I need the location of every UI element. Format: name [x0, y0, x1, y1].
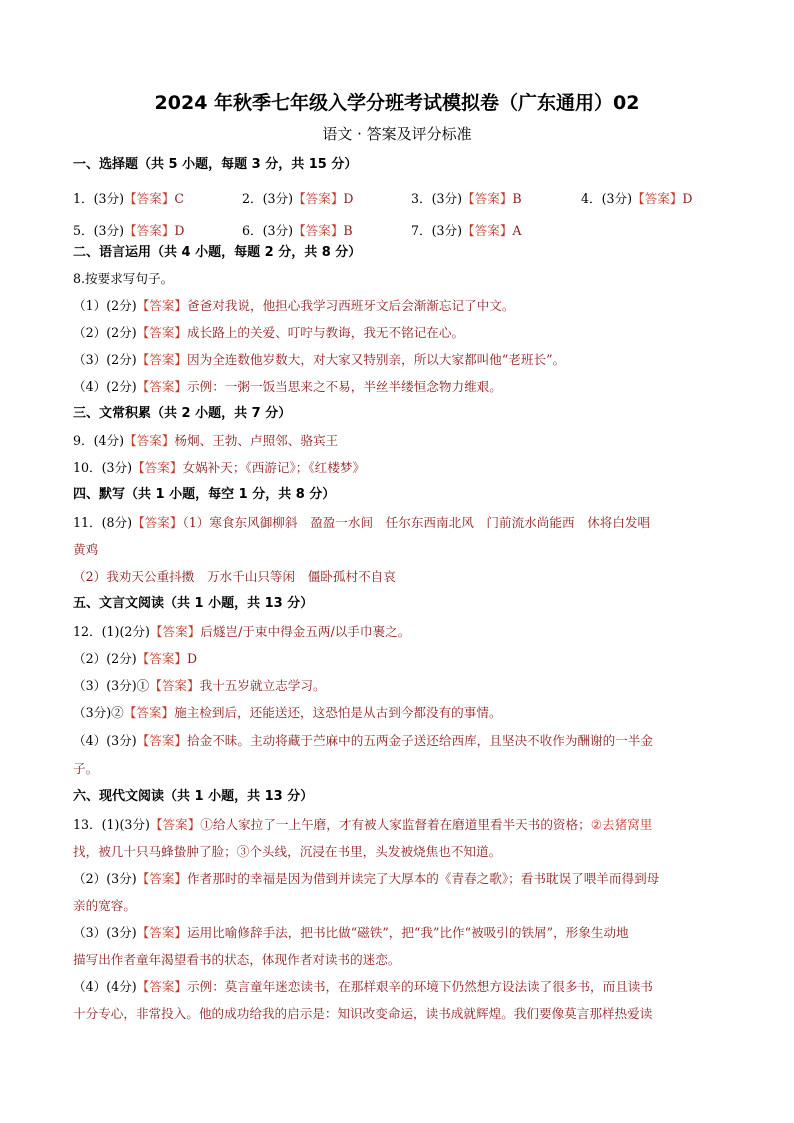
question-number: 1．(3分): [73, 191, 125, 206]
question-number: 12．(1)(2分): [73, 624, 150, 639]
answer-tag: 【答案】: [124, 433, 175, 448]
answer-item-9: [73, 432, 338, 450]
question-number: （3）(3分)①: [73, 678, 150, 693]
question-number: （2）(3分): [73, 871, 137, 886]
answer-tag: 【答案】: [149, 624, 201, 639]
section-heading-literature: 三、文常积累（共 2 小题，共 7 分）: [73, 406, 292, 421]
answer-item-6: [242, 220, 353, 239]
section-heading-language: 二、语言运用（共 4 小题，每题 2 分，共 8 分）: [73, 245, 362, 260]
answer-item-12-3a: [73, 677, 326, 695]
answer-item-13-2: [73, 870, 659, 888]
answer-item-1: [73, 188, 184, 207]
answer-item-12-2: [73, 650, 197, 668]
answer-item-11-1-cont: 黄鸡: [73, 542, 99, 557]
question-number: （3分)②: [73, 705, 124, 720]
question-number: 4．(3分): [581, 191, 633, 206]
answer-value: A: [512, 223, 522, 238]
answer-tag: 【答案】: [462, 223, 513, 238]
answer-text: 爸爸对我说，他担心我学习西班牙文后会渐渐忘记了中文。: [187, 298, 515, 313]
question-number: 3．(3分): [411, 191, 463, 206]
answer-text: D: [187, 651, 198, 666]
answer-item-12-3b: [73, 704, 502, 722]
answer-tag: 【答案】: [124, 223, 175, 238]
answer-tag: 【答案】: [149, 817, 201, 832]
answer-text: 作者那时的幸福是因为借到并读完了大厚本的《青春之歌》；看书耽误了喂羊而得到母: [187, 871, 660, 886]
section-heading-modern: 六、现代文阅读（共 1 小题，共 13 分）: [73, 789, 314, 804]
answer-tag: 【答案】: [136, 298, 188, 313]
answer-value: D: [682, 191, 693, 206]
question-number: （3）(3分): [73, 925, 137, 940]
answer-text: 后燧岂/于束中得金五两/以手巾裹之。: [200, 624, 411, 639]
question-number: 11．(8分): [73, 515, 133, 530]
answer-item-12-1: [73, 623, 410, 641]
answer-item-13-4: [73, 978, 653, 996]
answer-item-13-3: [73, 924, 629, 942]
answer-text: 示例：一粥一饭当思来之不易，半丝半缕恒念物力维艰。: [187, 379, 502, 394]
answer-value: B: [512, 191, 522, 206]
answer-item-12-4: [73, 732, 653, 750]
answer-text: 因为全连数他岁数大，对大家又特别亲，所以大家都叫他“老班长”。: [187, 352, 566, 367]
answer-text: 女娲补天；《西游记》；《红楼梦》: [182, 460, 366, 475]
answer-text: 我十五岁就立志学习。: [199, 678, 326, 693]
answer-item-5: [73, 220, 185, 239]
answer-text: 施主检到后，还能送还，这恐怕是从古到今都没有的事情。: [174, 705, 502, 720]
question-number: 13．(1)(3分): [73, 817, 150, 832]
answer-tag: 【答案】: [149, 678, 200, 693]
answer-tag: 【答案】: [293, 223, 344, 238]
question-number: （4）(3分): [73, 733, 137, 748]
answer-text: 成长路上的关爱、叮咛与教诲，我无不铭记在心。: [187, 325, 465, 340]
answer-tag: 【答案】: [136, 925, 188, 940]
answer-tag: 【答案】: [632, 191, 683, 206]
question-number: （3）(2分): [73, 352, 137, 367]
answer-item-13-3-cont: 描写出作者童年渴望看书的状态，体现作者对读书的迷恋。: [73, 952, 401, 967]
answer-text: 拾金不昧。主动将藏于苎麻中的五两金子送还给西库，且坚决不收作为酬谢的一半金: [187, 733, 653, 748]
question-number: （4）(2分): [73, 379, 137, 394]
answer-item-8-2: [73, 324, 464, 342]
answer-item-8-4: [73, 378, 502, 396]
answer-tag: 【答案】: [132, 515, 183, 530]
answer-text: （1）寒食东风御柳斜 盈盈一水间 任尔东西南北风 门前流水尚能西 休将白发唱: [182, 515, 651, 530]
answer-item-13-1: [73, 816, 652, 834]
question-number: 9．(4分): [73, 433, 125, 448]
answer-item-13-1-cont: 找，被几十只马蜂蛰肿了脸；③个头线，沉浸在书里，头发被烧焦也不知道。: [73, 844, 502, 859]
answer-item-2: [242, 188, 354, 207]
page-subtitle: 语文 · 答案及评分标准: [322, 125, 472, 143]
question-number: 7．(3分): [411, 223, 463, 238]
answer-value: B: [343, 223, 353, 238]
answer-tag: 【答案】: [136, 979, 188, 994]
answer-tag: 【答案】: [136, 379, 188, 394]
answer-text-highlight: ②去猪窝里: [590, 817, 653, 832]
answer-item-13-4-cont: 十分专心，非常投入。他的成功给我的启示是：知识改变命运，读书成就辉煌。我们要像莫言那样热爱读: [73, 1006, 653, 1021]
answer-text: ①给人家拉了一上午磨，才有被人家监督着在磨道里看半天书的资格；: [200, 817, 591, 832]
answer-tag: 【答案】: [136, 352, 188, 367]
answer-tag: 【答案】: [136, 733, 188, 748]
answer-text: 杨炯、王勃、卢照邻、骆宾王: [174, 433, 339, 448]
question-number: （1）(2分): [73, 298, 137, 313]
question-8-heading: 8.按要求写句子。: [73, 271, 174, 286]
section-heading-classical: 五、文言文阅读（共 1 小题，共 13 分）: [73, 596, 314, 611]
question-number: 2．(3分): [242, 191, 294, 206]
question-number: 5．(3分): [73, 223, 125, 238]
question-number: 6．(3分): [242, 223, 294, 238]
answer-value: D: [174, 223, 185, 238]
answer-item-10: [73, 459, 365, 477]
answer-text: 示例：莫言童年迷恋读书，在那样艰辛的环境下仍然想方设法读了很多书，而且读书: [187, 979, 653, 994]
answer-value: C: [174, 191, 185, 206]
answer-value: D: [343, 191, 354, 206]
question-number: （2）(2分): [73, 325, 137, 340]
answer-tag: 【答案】: [132, 460, 183, 475]
answer-tag: 【答案】: [136, 651, 188, 666]
question-number: （2）(2分): [73, 651, 137, 666]
answer-tag: 【答案】: [123, 705, 175, 720]
page-title: 2024 年秋季七年级入学分班考试模拟卷（广东通用）02: [154, 92, 640, 114]
answer-item-7: [411, 220, 522, 239]
answer-tag: 【答案】: [136, 871, 188, 886]
answer-item-8-1: [73, 297, 514, 315]
section-heading-choice: 一、选择题（共 5 小题，每题 3 分，共 15 分）: [73, 157, 358, 172]
answer-item-4: [581, 188, 693, 207]
answer-tag: 【答案】: [462, 191, 513, 206]
answer-item-11-2: （2）我劝天公重抖擞 万水千山只等闲 僵卧孤村不自哀: [73, 569, 396, 584]
answer-tag: 【答案】: [124, 191, 175, 206]
section-heading-dictation: 四、默写（共 1 小题，每空 1 分，共 8 分）: [73, 487, 336, 502]
question-number: （4）(4分): [73, 979, 137, 994]
answer-tag: 【答案】: [293, 191, 344, 206]
answer-text: 运用比喻修辞手法，把书比做“磁铁”，把“我”比作“被吸引的铁屑”，形象生动地: [187, 925, 629, 940]
answer-item-3: [411, 188, 522, 207]
answer-tag: 【答案】: [136, 325, 188, 340]
question-number: 10．(3分): [73, 460, 133, 475]
answer-item-12-4-cont: 子。: [73, 761, 99, 776]
answer-item-13-2-cont: 亲的宽容。: [73, 898, 136, 913]
answer-item-11-1: [73, 514, 650, 532]
answer-item-8-3: [73, 351, 565, 369]
